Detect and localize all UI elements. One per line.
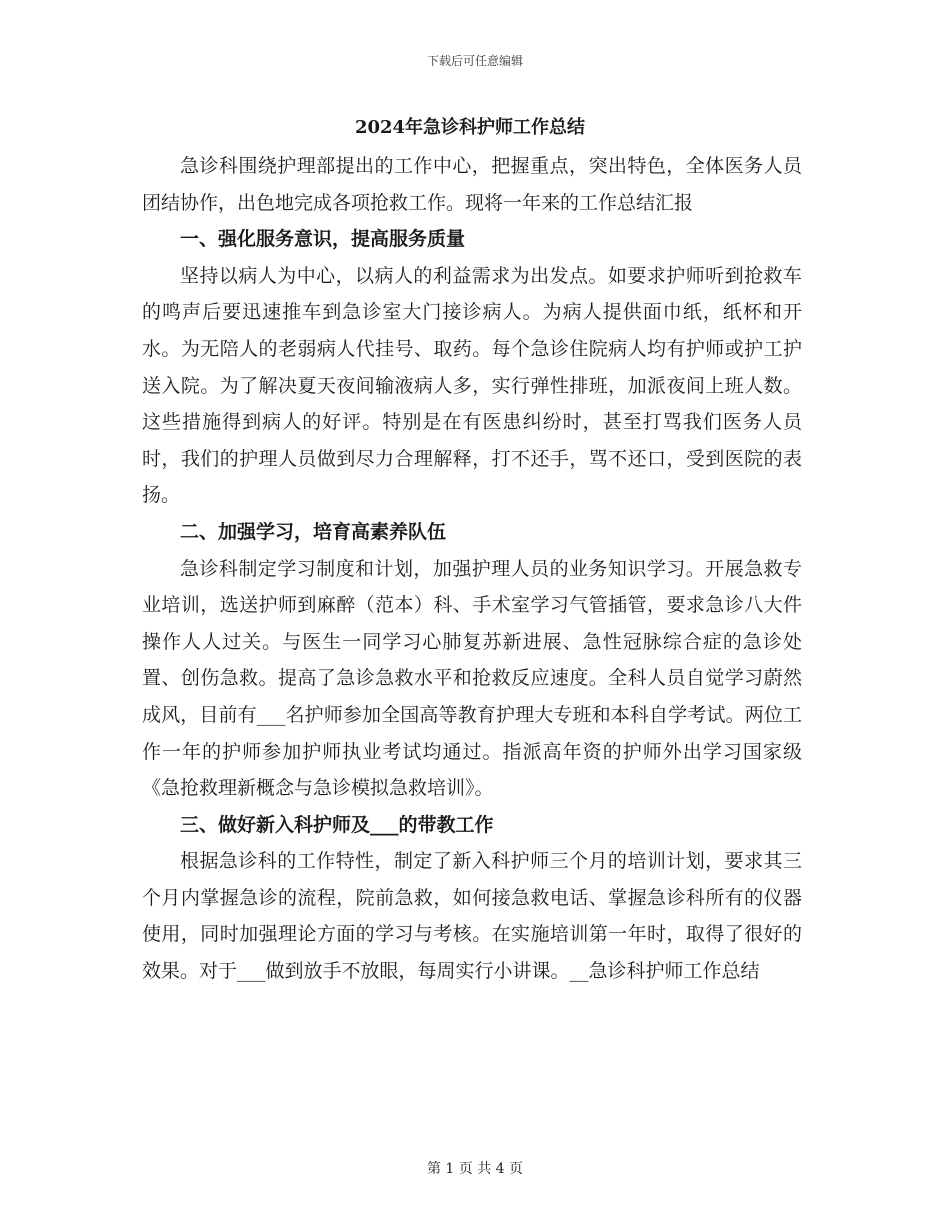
section-body-2: 急诊科制定学习制度和计划，加强护理人员的业务知识学习。开展急救专业培训，选送护师到麻醉（范本）科、手术室学习气管插管，要求急诊八大件操作人人过关。与医生一同学习心肺复苏新进展、急性冠脉综合症的急诊处置、创伤急救。提高了急诊急救水平和抢救反应速度。全科人员自觉学习蔚然成风，目前有___名护师参加全国高等教育护理大专班和本科自学考试。两位工作一年的护师参加护师执业考试均通过。指派高年资的护师外出学习国家级《急抢救理新概念与急诊模拟急救培训》。	[142, 557, 802, 800]
document-title: 2024年急诊科护师工作总结	[354, 117, 586, 138]
page-header-note: 下载后可任意编辑	[426, 54, 523, 68]
section-heading-1: 一、强化服务意识，提高服务质量	[180, 228, 466, 251]
page-number: 第 1 页 共 4 页	[426, 1161, 524, 1177]
section-heading-2: 二、加强学习，培育高素养队伍	[180, 520, 447, 543]
document-body	[142, 148, 802, 990]
section-heading-3: 三、做好新入科护师及___的带教工作	[180, 813, 494, 836]
section-body-3: 根据急诊科的工作特性，制定了新入科护师三个月的培训计划，要求其三个月内掌握急诊的流程，院前急救，如何接急救电话、掌握急诊科所有的仪器使用，同时加强理论方面的学习与考核。在实施培训第一年时，取得了很好的效果。对于___做到放手不放眼，每周实行小讲课。__急诊科护师工作总结	[142, 850, 802, 983]
section-body-1: 坚持以病人为中心，以病人的利益需求为出发点。如要求护师听到抢救车的鸣声后要迅速推车到急诊室大门接诊病人。为病人提供面巾纸，纸杯和开水。为无陪人的老弱病人代挂号、取药。每个急诊住院病人均有护师或护工护送入院。为了解决夏天夜间输液病人多，实行弹性排班，加派夜间上班人数。这些措施得到病人的好评。特别是在有医患纠纷时，甚至打骂我们医务人员时，我们的护理人员做到尽力合理解释，打不还手，骂不还口，受到医院的表扬。	[142, 264, 802, 507]
intro-paragraph: 急诊科围绕护理部提出的工作中心，把握重点，突出特色，全体医务人员团结协作，出色地完成各项抢救工作。现将一年来的工作总结汇报	[142, 155, 802, 214]
